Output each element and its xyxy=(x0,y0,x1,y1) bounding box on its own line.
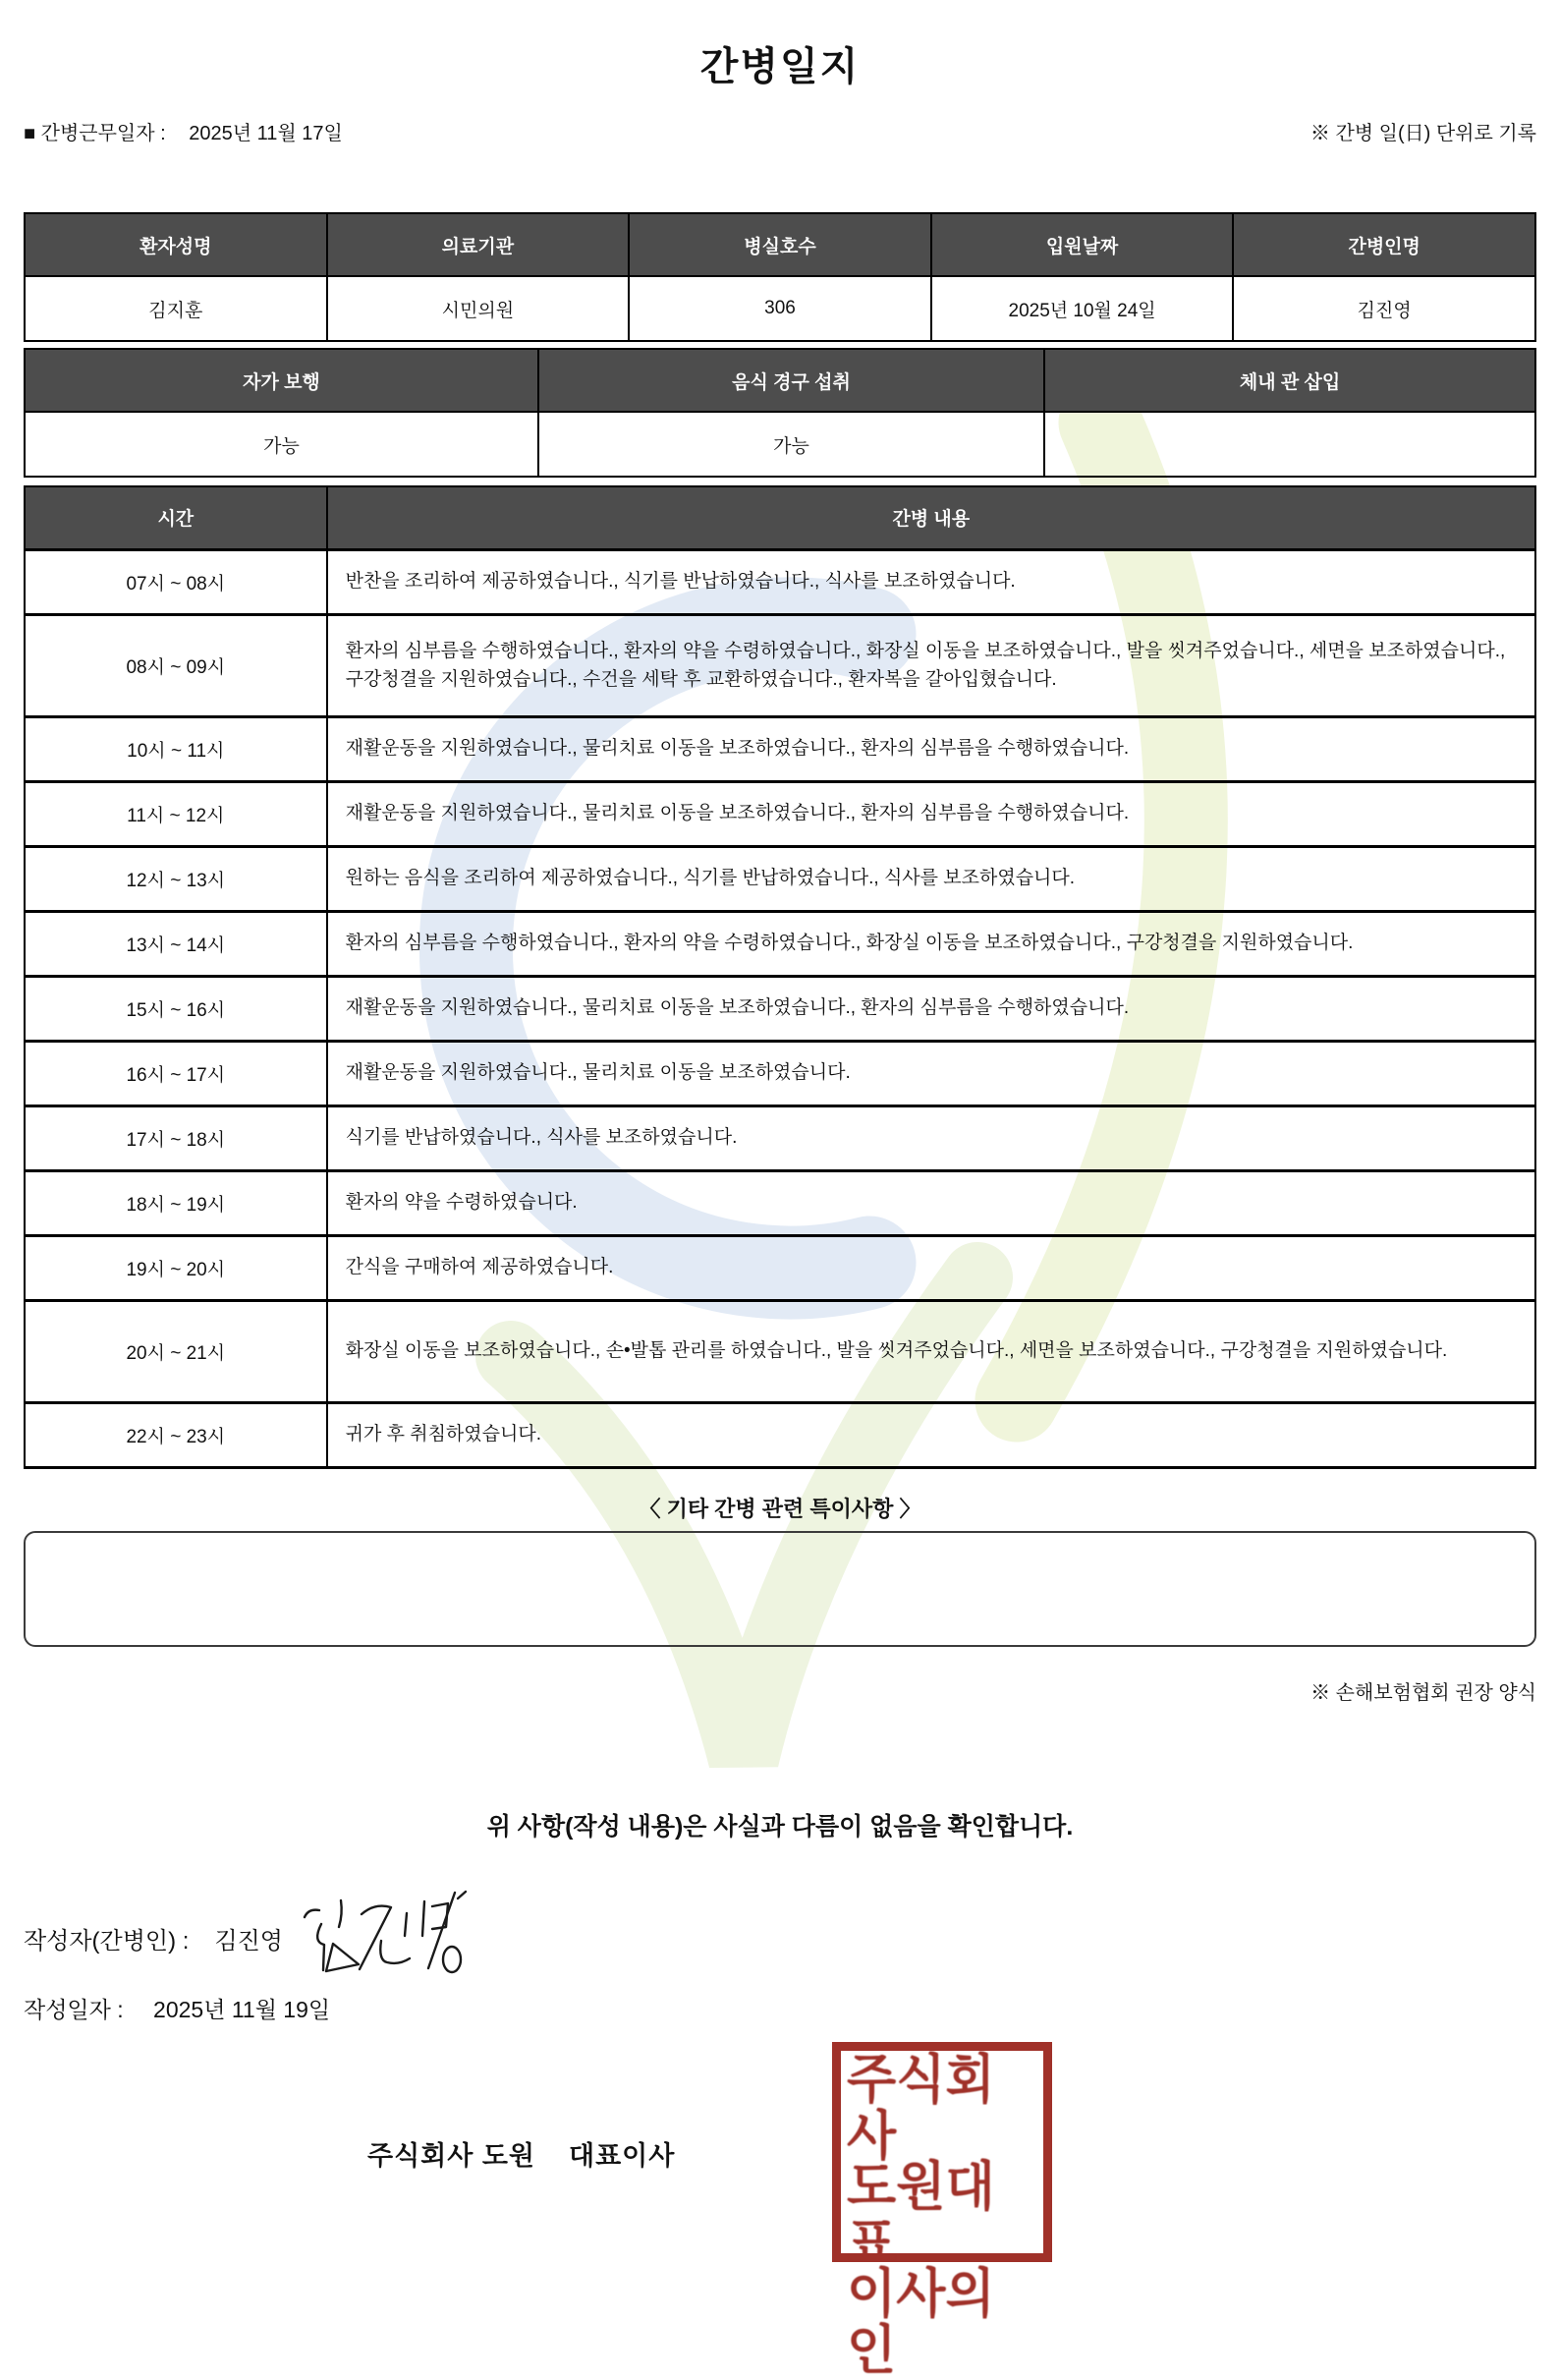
caregiver-name-header: 간병인명 xyxy=(1233,213,1535,276)
care-row xyxy=(25,1402,1535,1467)
admission-date-value: 2025년 10월 24일 xyxy=(931,276,1234,341)
care-content: 재활운동을 지원하였습니다., 물리치료 이동을 보조하였습니다., 환자의 심부름을 수행하였습니다. xyxy=(327,781,1535,846)
self-walking-value: 가능 xyxy=(25,412,538,477)
care-time: 19시 ~ 20시 xyxy=(25,1235,327,1300)
care-time: 11시 ~ 12시 xyxy=(25,781,327,846)
care-row xyxy=(25,1235,1535,1300)
care-row xyxy=(25,1041,1535,1105)
extra-notes-box xyxy=(24,1531,1536,1647)
writer-label: 작성자(간병인) : xyxy=(24,1928,190,1955)
stamp-row-3: 이사의인 xyxy=(847,2264,995,2380)
care-row xyxy=(25,976,1535,1041)
care-content: 환자의 심부름을 수행하였습니다., 환자의 약을 수령하였습니다., 화장실 이동을 보조하였습니다., 발을 씻겨주었습니다., 세면을 보조하였습니다., 구강청결을 지원하였습니다., 수건을 세탁 후 교환하였습니다., 환자복을 갈아입혔습니다. xyxy=(327,614,1535,716)
company-ceo-line: 주식회사 도원 대표이사 xyxy=(367,2140,676,2171)
tube-insertion-value xyxy=(1044,412,1535,477)
care-row xyxy=(25,846,1535,911)
care-content: 재활운동을 지원하였습니다., 물리치료 이동을 보조하였습니다., 환자의 심부름을 수행하였습니다. xyxy=(327,976,1535,1041)
patient-name-header: 환자성명 xyxy=(25,213,327,276)
work-date-line xyxy=(24,117,343,145)
oral-intake-header: 음식 경구 섭취 xyxy=(538,349,1044,412)
oral-intake-value: 가능 xyxy=(538,412,1044,477)
care-content: 화장실 이동을 보조하였습니다., 손•발톱 관리를 하였습니다., 발을 씻겨주었습니다., 세면을 보조하였습니다., 구강청결을 지원하였습니다. xyxy=(327,1300,1535,1402)
writer-row xyxy=(24,1890,1536,1988)
care-row xyxy=(25,614,1535,716)
care-time: 20시 ~ 21시 xyxy=(25,1300,327,1402)
care-row xyxy=(25,1105,1535,1170)
care-row xyxy=(25,716,1535,781)
writer-name: 김진영 xyxy=(214,1928,283,1955)
handwritten-signature xyxy=(297,1885,483,1987)
care-content-column-header: 간병 내용 xyxy=(327,486,1535,549)
care-content: 반찬을 조리하여 제공하였습니다., 식기를 반납하였습니다., 식사를 보조하였습니다. xyxy=(327,549,1535,614)
work-date-label: ■ 간병근무일자 : xyxy=(24,123,166,144)
unit-note: ※ 간병 일(日) 단위로 기록 xyxy=(1309,123,1536,144)
page-title: 간병일지 xyxy=(699,45,861,88)
admission-date-header: 입원날짜 xyxy=(931,213,1234,276)
hospital-header: 의료기관 xyxy=(327,213,630,276)
mobility-status-table xyxy=(24,348,1536,478)
care-time: 17시 ~ 18시 xyxy=(25,1105,327,1170)
room-number-header: 병실호수 xyxy=(629,213,931,276)
extra-notes-title: 〈 기타 간병 관련 특이사항 〉 xyxy=(639,1496,921,1521)
patient-name-value: 김지훈 xyxy=(25,276,327,341)
care-time: 22시 ~ 23시 xyxy=(25,1402,327,1467)
care-schedule-table xyxy=(24,485,1536,1469)
care-time: 16시 ~ 17시 xyxy=(25,1041,327,1105)
care-time: 08시 ~ 09시 xyxy=(25,614,327,716)
written-date-row xyxy=(24,1992,1536,2024)
form-recommendation-note: ※ 손해보험협회 권장 양식 xyxy=(1310,1681,1536,1704)
care-row xyxy=(25,1300,1535,1402)
care-content: 원하는 음식을 조리하여 제공하였습니다., 식기를 반납하였습니다., 식사를 보조하였습니다. xyxy=(327,846,1535,911)
care-time: 10시 ~ 11시 xyxy=(25,716,327,781)
room-number-value: 306 xyxy=(629,276,931,341)
tube-insertion-header: 체내 관 삽입 xyxy=(1044,349,1535,412)
care-row xyxy=(25,1170,1535,1235)
care-row xyxy=(25,549,1535,614)
stamp-row-1: 주식회사 xyxy=(847,2050,995,2166)
care-content: 환자의 심부름을 수행하였습니다., 환자의 약을 수령하였습니다., 화장실 이동을 보조하였습니다., 구강청결을 지원하였습니다. xyxy=(327,911,1535,976)
corporate-seal-stamp xyxy=(832,2042,1052,2380)
care-content: 재활운동을 지원하였습니다., 물리치료 이동을 보조하였습니다. xyxy=(327,1041,1535,1105)
care-content: 간식을 구매하여 제공하였습니다. xyxy=(327,1235,1535,1300)
care-content: 식기를 반납하였습니다., 식사를 보조하였습니다. xyxy=(327,1105,1535,1170)
care-row xyxy=(25,911,1535,976)
care-row xyxy=(25,781,1535,846)
care-content: 귀가 후 취침하였습니다. xyxy=(327,1402,1535,1467)
written-date-label: 작성일자 : xyxy=(24,1996,124,2022)
patient-info-table xyxy=(24,212,1536,342)
company-seal-area xyxy=(24,2024,1536,2380)
hospital-value: 시민의원 xyxy=(327,276,630,341)
self-walking-header: 자가 보행 xyxy=(25,349,538,412)
stamp-row-2: 도원대표 xyxy=(847,2157,995,2273)
care-time: 15시 ~ 16시 xyxy=(25,976,327,1041)
written-date-value: 2025년 11월 19일 xyxy=(153,1996,331,2022)
care-time: 13시 ~ 14시 xyxy=(25,911,327,976)
meta-row xyxy=(24,117,1536,145)
work-date-value: 2025년 11월 17일 xyxy=(189,123,343,144)
care-time: 07시 ~ 08시 xyxy=(25,549,327,614)
caregiver-name-value: 김진영 xyxy=(1233,276,1535,341)
care-content: 환자의 약을 수령하였습니다. xyxy=(327,1170,1535,1235)
care-time: 12시 ~ 13시 xyxy=(25,846,327,911)
care-content: 재활운동을 지원하였습니다., 물리치료 이동을 보조하였습니다., 환자의 심부름을 수행하였습니다. xyxy=(327,716,1535,781)
time-column-header: 시간 xyxy=(25,486,327,549)
confirmation-statement: 위 사항(작성 내용)은 사실과 다름이 없음을 확인합니다. xyxy=(486,1812,1074,1841)
care-time: 18시 ~ 19시 xyxy=(25,1170,327,1235)
